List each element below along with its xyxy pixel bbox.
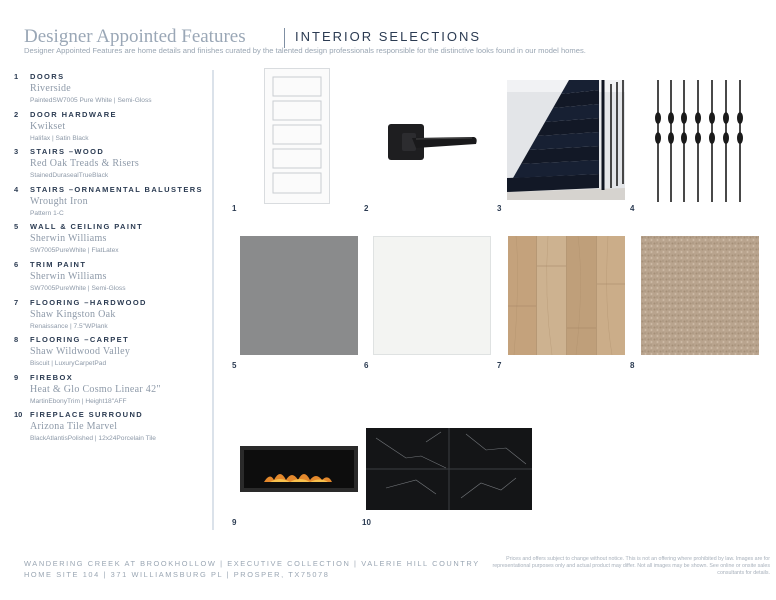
list-item [14,260,204,298]
footer-line-2: HOME SITE 104 | 371 WILLIAMSBURG PL | PROSPER, TX75078 [24,570,330,579]
list-item [14,373,204,411]
item-category: FIREBOX [30,372,74,382]
item-name: Arizona Tile Marvel [30,421,118,433]
item-detail: Biscuit | LuxuryCarpetPad [30,360,107,368]
footer-line-1: WANDERING CREEK AT BROOKHOLLOW | EXECUTIVE COLLECTION | VALERIE HILL COUNTRY [24,559,480,568]
item-name: Wrought Iron [30,195,88,207]
item-category: STAIRS –ORNAMENTAL BALUSTERS [30,184,203,194]
list-item [14,298,204,336]
item-name: Sherwin Williams [30,233,107,245]
stairs-image [507,80,625,200]
photo-label: 10 [362,518,371,527]
item-number: 10 [14,410,23,420]
item-detail: StainedDurasealTrueBlack [30,172,109,180]
marble-tile-image [366,428,532,510]
item-category: FIREPLACE SURROUND [30,410,144,420]
photo-label: 2 [364,204,369,213]
item-number: 7 [14,297,19,307]
item-detail: BlackAtlantisPolished | 12x24Porcelain Tile [30,435,156,443]
photo-label: 4 [630,204,635,213]
carpet-image [641,236,759,355]
item-number: 1 [14,72,19,81]
photo-label: 6 [364,361,369,370]
item-name: Red Oak Treads & Risers [30,158,140,170]
list-item [14,222,204,260]
photo-label: 9 [232,518,237,527]
balusters-image [652,78,748,204]
item-detail: Renaissance | 7.5"WPlank [30,322,108,330]
item-category: DOORS [30,72,65,81]
item-detail: SW7005PureWhite | FlatLatex [30,247,119,255]
item-number: 2 [14,109,19,119]
wall-paint-swatch [240,236,358,355]
list-item [14,147,204,185]
item-category: DOOR HARDWARE [30,109,117,119]
item-name: Riverside [30,83,72,94]
trim-paint-swatch [373,236,491,355]
page-subtitle: Designer Appointed Features are home details and finishes curated by the talented design professionals responsible for the distinctive looks found in our model homes. [24,46,586,55]
item-detail: PaintedSW7005 Pure White | Semi-Gloss [30,97,152,104]
item-category: STAIRS –WOOD [30,147,105,157]
item-name: Kwikset [30,120,66,132]
item-detail: SW7005PureWhite | Semi-Gloss [30,284,126,292]
photo-label: 3 [497,204,502,213]
list-item [14,410,204,448]
item-category: FLOORING –HARDWOOD [30,297,147,307]
item-number: 9 [14,372,19,382]
item-detail: Halifax | Satin Black [30,134,89,142]
item-number: 6 [14,259,19,269]
item-detail: MartinEbonyTrim | Height18"AFF [30,397,127,405]
item-category: TRIM PAINT [30,259,87,269]
item-name: Shaw Kingston Oak [30,308,116,320]
item-number: 4 [14,184,19,194]
item-number: 3 [14,147,19,157]
item-number: 5 [14,222,19,232]
item-detail: Pattern 1-C [30,209,64,217]
item-name: Shaw Wildwood Valley [30,346,131,358]
page-title: Designer Appointed Features [24,26,246,47]
item-name: Heat & Glo Cosmo Linear 42" [30,383,161,395]
photo-label: 8 [630,361,635,370]
photo-label: 7 [497,361,502,370]
photo-label: 5 [232,361,237,370]
door-lever-image [386,120,480,166]
item-number: 8 [14,335,19,345]
list-item [14,335,204,373]
list-item [14,110,204,148]
photo-label: 1 [232,204,237,213]
item-name: Sherwin Williams [30,270,107,282]
list-item [14,72,204,110]
firebox-image [240,446,358,492]
list-item [14,185,204,223]
selection-list [14,72,204,448]
footer-address [24,558,480,580]
title-divider [284,28,285,48]
item-category: FLOORING –CARPET [30,335,130,345]
column-divider [212,70,214,530]
hardwood-image [508,236,625,355]
footer-disclaimer: Prices and offers subject to change without notice. This is not an offering where prohibited by law. Images are for representational purposes only and actual product may differ. Not all images may be shown. See online or onsite sales consultants for details. [492,556,770,576]
door-image [264,68,330,204]
section-title: INTERIOR SELECTIONS [295,29,482,44]
item-category: WALL & CEILING PAINT [30,222,144,232]
